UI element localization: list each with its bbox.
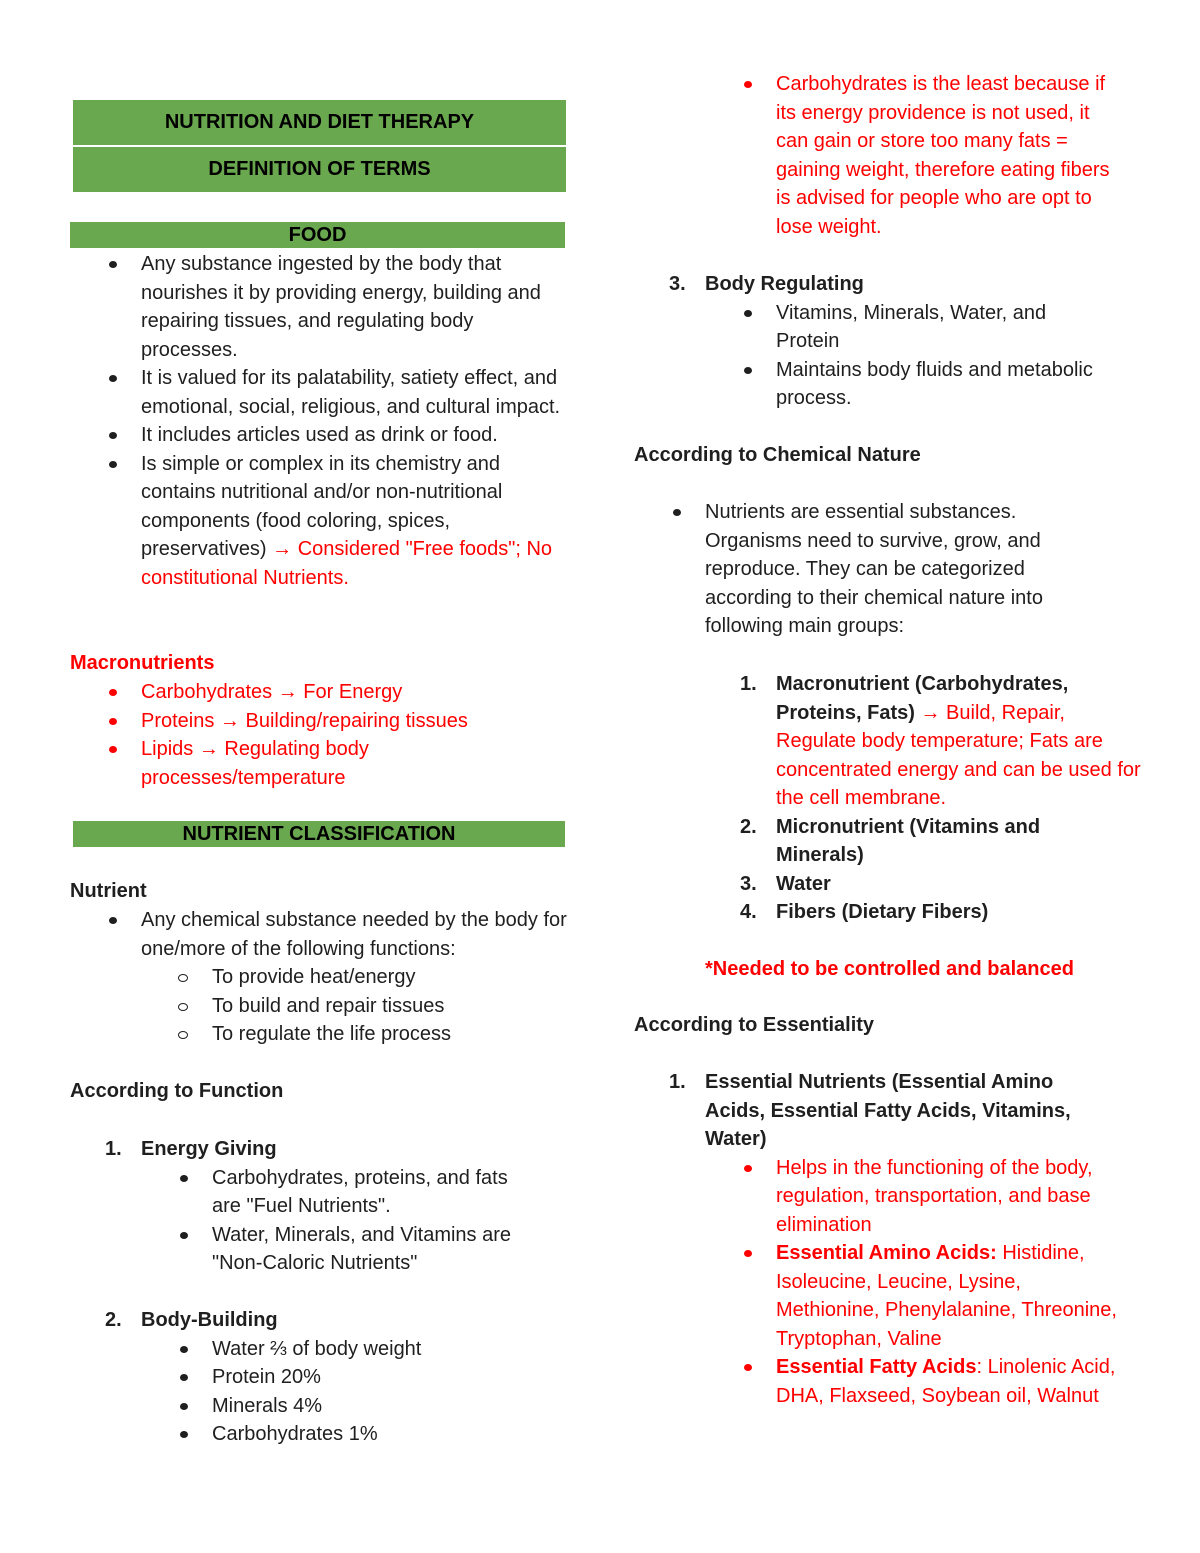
chemical-nature-list (634, 498, 1154, 641)
energy-giving-list (70, 1135, 570, 1278)
list-item: Water ⅔ of body weight (70, 1335, 570, 1364)
list-item: Nutrients are essential substances. Organisms need to survive, grow, and reproduce. They can be categorized according to their chemical nature into following main groups: (634, 498, 1075, 641)
list-item (705, 813, 1046, 870)
group-description: → Build, Repair, Regulate body temperature; Fats are concentrated energy and can be used for the cell membrane. (776, 701, 1141, 809)
list-item: Maintains body fluids and metabolic process. (634, 356, 1121, 413)
list-item: Carbohydrates 1% (70, 1420, 570, 1449)
list-number: 4. (740, 901, 757, 923)
list-item: Any chemical substance needed by the body for one/more of the following functions: (70, 906, 570, 963)
nutrient-heading: Nutrient (70, 880, 147, 902)
list-item: Any substance ingested by the body that nourishes it by providing energy, building and repairing tissues, and regulating body processes. (70, 250, 570, 364)
list-number: 3. (669, 273, 686, 295)
list-item: Helps in the functioning of the body, regulation, transportation, and base elimination (634, 1154, 1121, 1240)
food-banner (70, 222, 565, 248)
classification-banner (73, 821, 565, 847)
food-list (70, 250, 570, 592)
list-item: It includes articles used as drink or food. (70, 421, 570, 450)
list-item: To regulate the life process (70, 1020, 570, 1049)
group-title: Micronutrient (Vitamins and Minerals) (776, 815, 1041, 866)
list-item (70, 1306, 570, 1335)
list-number: 1. (740, 673, 757, 695)
list-item (70, 450, 570, 593)
list-number: 1. (105, 1138, 122, 1160)
nutrient-list (70, 906, 570, 1049)
food-title: FOOD (288, 224, 347, 246)
title-banner (73, 100, 566, 145)
fatty-acids-label: Essential Fatty Acids (776, 1356, 977, 1378)
carbohydrate-note-list (634, 70, 1134, 241)
essential-nutrients-list (634, 1068, 1134, 1410)
list-item (634, 1353, 1121, 1410)
nutrient-groups-list (705, 670, 1145, 927)
list-number: 2. (105, 1309, 122, 1331)
list-item: Carbohydrates is the least because if its energy providence is not used, it can gain or store too many fats = gaining weight, therefore eating fibers is advised for people who are opt to lose weight. (634, 70, 1121, 241)
energy-giving-title: Energy Giving (141, 1138, 277, 1160)
list-item (634, 270, 1154, 299)
list-item: Vitamins, Minerals, Water, and Protein (634, 299, 1076, 356)
list-item: It is valued for its palatability, satiety effect, and emotional, social, religious, and cultural impact. (70, 364, 570, 421)
classification-title: NUTRIENT CLASSIFICATION (182, 823, 456, 845)
list-item: Carbohydrates → For Energy (70, 678, 570, 707)
list-item: Water, Minerals, and Vitamins are "Non-Caloric Nutrients" (70, 1221, 552, 1278)
list-number: 3. (740, 872, 757, 895)
function-heading: According to Function (70, 1080, 284, 1102)
list-item (70, 1135, 570, 1164)
amino-acids-label: Essential Amino Acids: (776, 1242, 997, 1264)
list-item (705, 870, 1145, 899)
list-number: 2. (740, 815, 757, 838)
group-title: Water (776, 872, 831, 895)
list-item: Minerals 4% (70, 1392, 570, 1421)
list-item: Lipids → Regulating body processes/temperature (70, 735, 481, 792)
list-item: To build and repair tissues (70, 992, 570, 1021)
chemical-nature-heading: According to Chemical Nature (634, 444, 921, 466)
list-item: Protein 20% (70, 1363, 570, 1392)
free-foods-note: → Considered "Free foods"; No constitutional Nutrients. (141, 538, 553, 589)
list-item (705, 670, 1145, 813)
body-building-title: Body-Building (141, 1309, 278, 1331)
fatty-acids-text: : Linolenic Acid, DHA, Flaxseed, Soybean oil, Walnut (776, 1356, 1116, 1407)
food-item-text: Is simple or complex in its chemistry and contains nutritional and/or non-nutritional components (food coloring, spices, preservatives) (141, 452, 503, 560)
macronutrients-list (70, 678, 570, 792)
controlled-note: *Needed to be controlled and balanced (705, 958, 1074, 980)
list-item: To provide heat/energy (70, 963, 570, 992)
list-item (634, 1239, 1121, 1353)
list-item (705, 898, 1145, 927)
essential-nutrients-title: Essential Nutrients (Essential Amino Acids, Essential Fatty Acids, Vitamins, Water) (705, 1071, 1071, 1150)
list-item (634, 1068, 1105, 1154)
definition-banner (73, 147, 566, 192)
essentiality-heading: According to Essentiality (634, 1014, 875, 1036)
amino-acids-text: Histidine, Isoleucine, Leucine, Lysine, Methionine, Phenylalanine, Threonine, Tryptophan, Valine (776, 1242, 1117, 1350)
body-regulating-title: Body Regulating (705, 273, 864, 295)
macronutrients-heading: Macronutrients (70, 652, 215, 674)
group-title: Fibers (Dietary Fibers) (776, 901, 989, 923)
body-building-list (70, 1306, 570, 1449)
definition-title: DEFINITION OF TERMS (208, 158, 431, 180)
group-title: Macronutrient (Carbohydrates, Proteins, Fats) (776, 673, 1069, 724)
body-regulating-list (634, 270, 1154, 413)
list-item: Proteins → Building/repairing tissues (70, 707, 570, 736)
document-title: NUTRITION AND DIET THERAPY (164, 111, 475, 133)
list-number: 1. (669, 1071, 686, 1093)
list-item: Carbohydrates, proteins, and fats are "Fuel Nutrients". (70, 1164, 542, 1221)
